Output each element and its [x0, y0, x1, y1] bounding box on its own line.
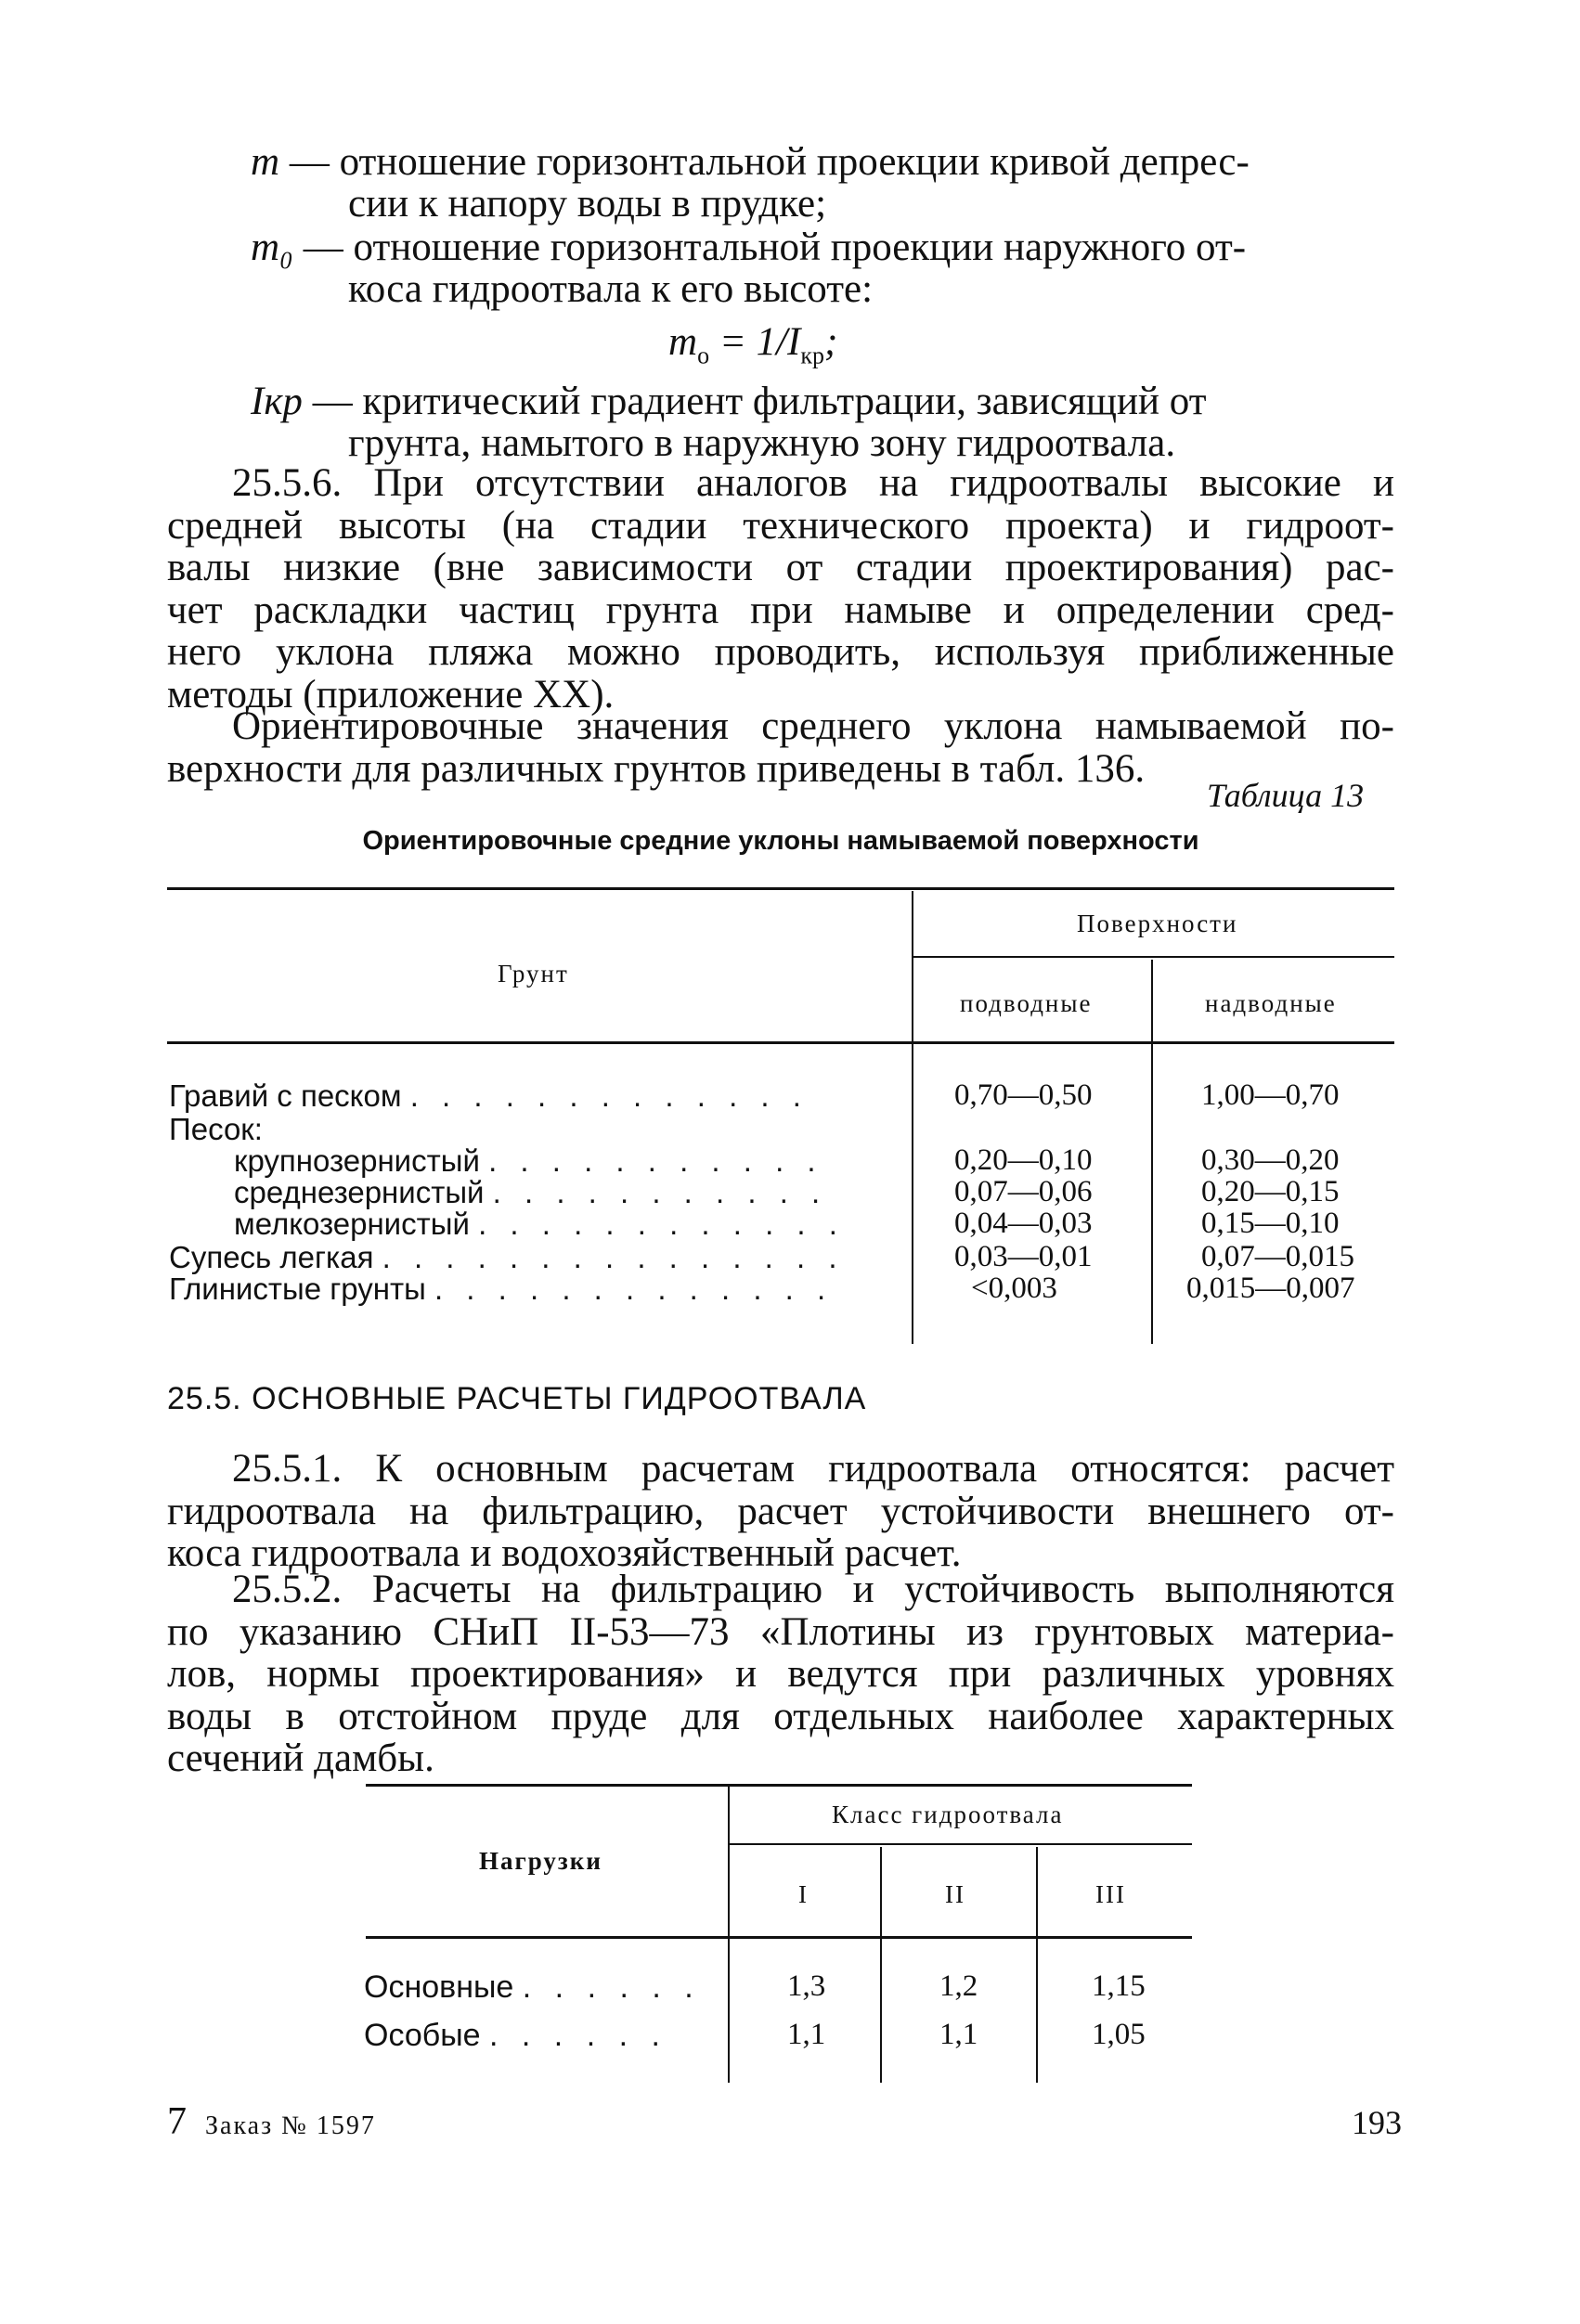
order-number: Заказ № 1597	[205, 2111, 376, 2140]
table1-header-under: подводные	[960, 989, 1093, 1017]
table2-subcol-divider-1	[880, 1847, 882, 2083]
table-row-label: Особые . . . . . .	[364, 2018, 667, 2053]
table-cell-above: 0,015—0,007	[1186, 1272, 1355, 1305]
table-cell-above: 1,00—0,70	[1201, 1078, 1340, 1112]
table1-header-above: надводные	[1205, 989, 1337, 1017]
table2-class-1: I	[798, 1880, 809, 1908]
table-cell-under: 0,07—0,06	[954, 1175, 1093, 1208]
paragraph-25-5-2: 25.5.2. Расчеты на фильтрацию и устойчивость выполняются по указанию СНиП II-53—73 «Плотины из грунтовых материа- лов, нормы проектирования» и ведутся при различных уровнях воды в отстойном пруде для отдельных наиболее характерных сечений дамбы.	[167, 1568, 1394, 1780]
table-cell-above: 0,30—0,20	[1201, 1143, 1340, 1177]
table2-class-2: II	[945, 1880, 965, 1908]
table-cell-above: 0,15—0,10	[1201, 1207, 1340, 1240]
table-row-label: Супесь легкая . . . . . . . . . . . . . . .	[169, 1240, 845, 1274]
table-cell-value: 1,2	[939, 1969, 978, 2003]
table-cell-under: 0,70—0,50	[954, 1078, 1093, 1112]
table2-header-split-rule	[728, 1843, 1192, 1845]
table2-top-rule	[366, 1784, 1192, 1787]
table1-subcol-divider	[1151, 960, 1153, 1344]
section-heading: 25.5. ОСНОВНЫЕ РАСЧЕТЫ ГИДРООТВАЛА	[167, 1381, 867, 1416]
definition-symbol: m₀	[251, 226, 294, 269]
definition-m: m — отношение горизонтальной проекции кривой депрес- сии к напору воды в прудке;	[251, 141, 1394, 225]
definition-text: отношение горизонтальной проекции наружного от-	[353, 226, 1247, 269]
page-number: 193	[1352, 2104, 1402, 2141]
table2-header-bottom-rule	[366, 1936, 1192, 1939]
table2-subcol-divider-2	[1036, 1847, 1038, 2083]
table1-col-divider	[912, 891, 913, 1344]
definition-symbol: Iкр	[251, 380, 303, 423]
table-cell-under: <0,003	[971, 1272, 1057, 1305]
table-row-label: крупнозернистый . . . . . . . . . . .	[234, 1143, 823, 1178]
table-cell-above: 0,20—0,15	[1201, 1175, 1340, 1208]
table-cell-value: 1,1	[939, 2018, 978, 2051]
sheet-number: 7	[167, 2100, 187, 2143]
table2-header-loads: Нагрузки	[479, 1847, 602, 1875]
definition-ikr: Iкр — критический градиент фильтрации, зависящий от грунта, намытого в наружную зону гидроотвала.	[251, 381, 1394, 464]
table-row-label: мелкозернистый . . . . . . . . . . . .	[234, 1207, 845, 1241]
paragraph-25-5-6: 25.5.6. При отсутствии аналогов на гидроотвалы высокие и средней высоты (на стадии технического проекта) и гидроот- валы низкие (вне зависимости от стадии проектирования) рас- чет раскладки частиц грунта при намыве и определении сред- него уклона пляжа можно проводить, используя приближенные методы (приложение XX).	[167, 461, 1394, 717]
footer-order	[167, 2099, 376, 2144]
table-row-label: Песок:	[169, 1112, 263, 1146]
table2-class-3: III	[1095, 1880, 1126, 1908]
definition-text-cont: грунта, намытого в наружную зону гидроотвала.	[348, 421, 1176, 465]
table1-header-split-rule	[912, 956, 1394, 958]
table-cell-under: 0,03—0,01	[954, 1240, 1093, 1273]
definition-text-cont: коса гидроотвала к его высоте:	[348, 267, 874, 311]
formula-m0: $m_о = 1/I_{кр}$;	[668, 320, 838, 369]
table1-header-ground: Грунт	[498, 960, 569, 988]
paragraph-orientation: Ориентировочные значения среднего уклона намываемой по- верхности для различных грунтов приведены в табл. 136.	[167, 704, 1394, 791]
table-cell-under: 0,20—0,10	[954, 1143, 1093, 1177]
definition-text: отношение горизонтальной проекции кривой депрес-	[339, 140, 1250, 184]
table1-top-rule	[167, 887, 1394, 890]
table-cell-under: 0,04—0,03	[954, 1207, 1093, 1240]
table-cell-above: 0,07—0,015	[1201, 1240, 1354, 1273]
definition-text-cont: сии к напору воды в прудке;	[348, 182, 827, 226]
table-cell-value: 1,15	[1092, 1969, 1146, 2003]
table-caption: Ориентировочные средние уклоны намываемой поверхности	[362, 826, 1199, 856]
definition-symbol: m	[251, 140, 280, 184]
table1-header-bottom-rule	[167, 1041, 1394, 1044]
table-number: Таблица 13	[1207, 777, 1365, 814]
table-cell-value: 1,05	[1092, 2018, 1146, 2051]
paragraph-25-5-1: 25.5.1. К основным расчетам гидроотвала относятся: расчет гидроотвала на фильтрацию, расчет устойчивости внешнего от- коса гидроотвала и водохозяйственный расчет.	[167, 1447, 1394, 1575]
table-row-label: Основные . . . . . .	[364, 1969, 701, 2005]
table1-header-surfaces: Поверхности	[1077, 910, 1238, 937]
definition-text: критический градиент фильтрации, зависящий от	[362, 380, 1207, 423]
table2-col-divider	[728, 1786, 730, 2083]
table-row-label: Гравий с песком . . . . . . . . . . . . .	[169, 1078, 809, 1113]
table2-header-class: Класс гидроотвала	[832, 1801, 1064, 1828]
definition-m0: m₀ — отношение горизонтальной проекции наружного от- коса гидроотвала к его высоте:	[251, 226, 1394, 310]
table-cell-value: 1,3	[787, 1969, 826, 2003]
table-row-label: среднезернистый . . . . . . . . . . .	[234, 1175, 828, 1209]
table-cell-value: 1,1	[787, 2018, 826, 2051]
table-row-label: Глинистые грунты . . . . . . . . . . . . .	[169, 1272, 834, 1306]
